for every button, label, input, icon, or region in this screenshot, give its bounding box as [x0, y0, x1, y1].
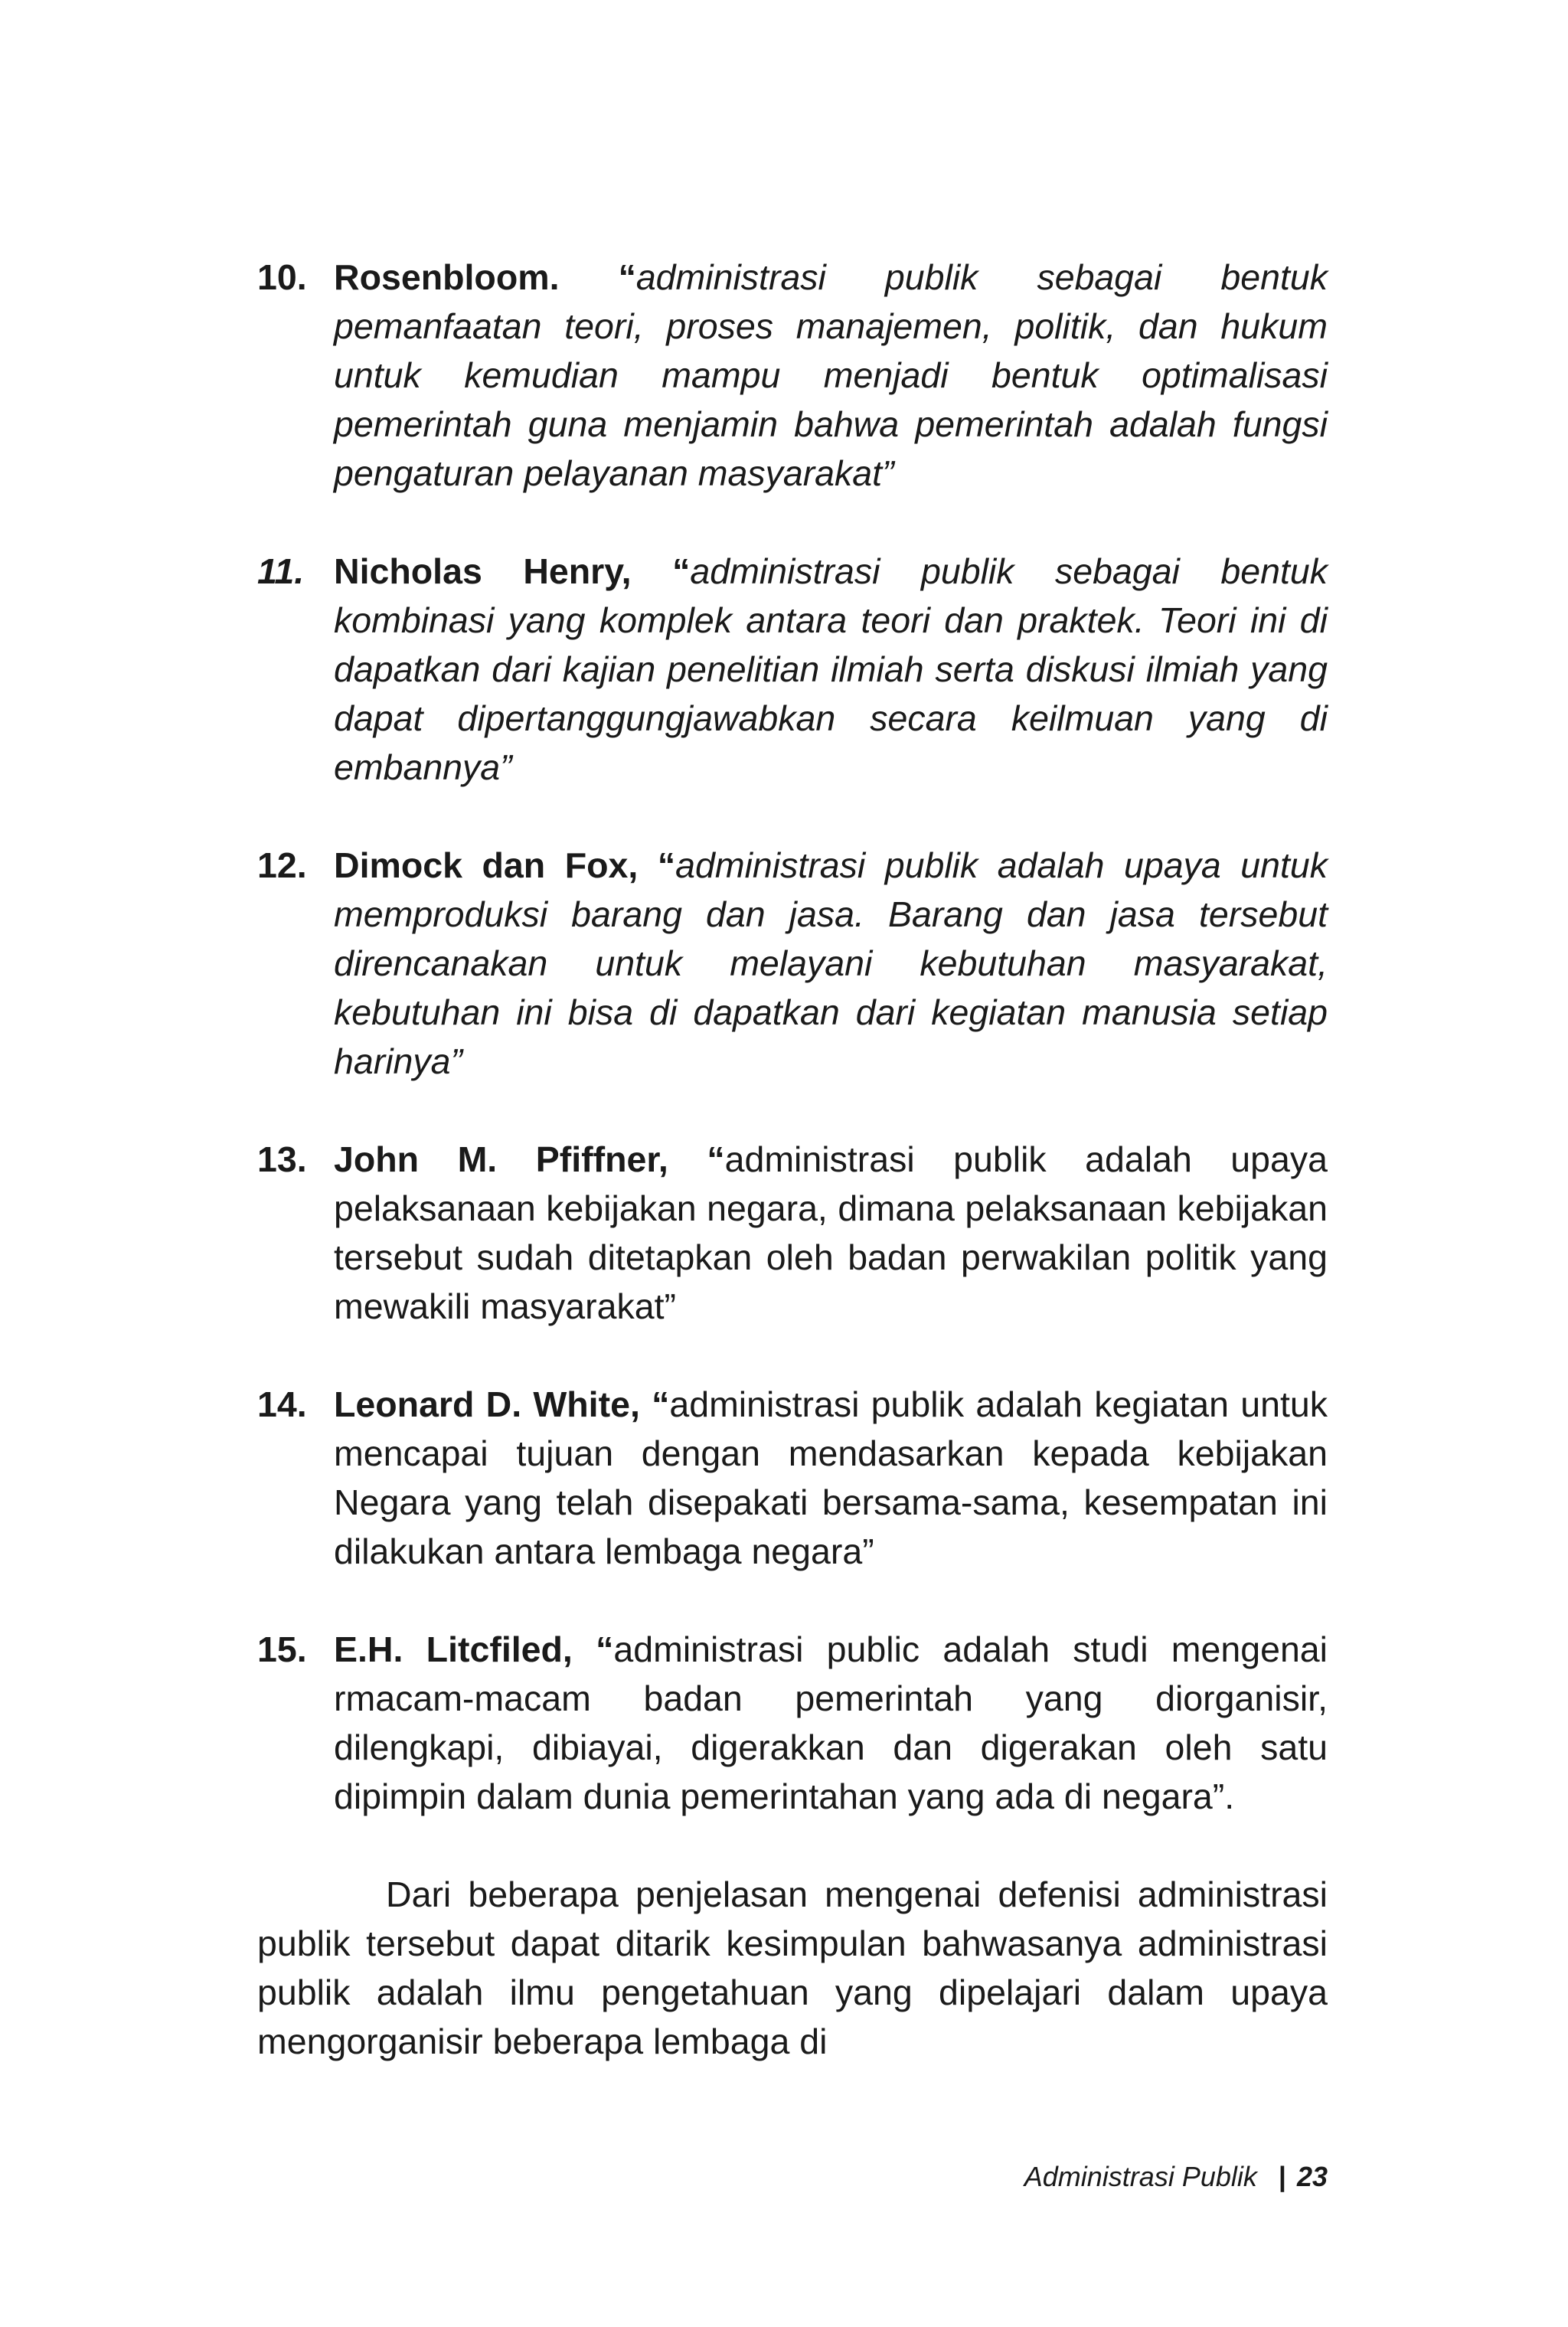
- definition-item-10: [257, 253, 1328, 498]
- item-number: 11.: [257, 551, 305, 591]
- open-quote: “: [596, 1629, 614, 1669]
- item-text: [334, 1625, 1328, 1821]
- item-number: 15.: [257, 1629, 307, 1669]
- item-text: [334, 547, 1328, 792]
- open-quote: “: [618, 257, 636, 297]
- item-text: [334, 841, 1328, 1086]
- definition-quote: administrasi public adalah studi mengenai rmacam-macam badan pemerintah yang diorganisir, dilengkapi, dibiayai, digerakkan dan digerakan oleh satu dipimpin dalam dunia pemerintahan yang ada di negara”.: [334, 1629, 1328, 1816]
- conclusion-paragraph: Dari beberapa penjelasan mengenai defenisi administrasi publik tersebut dapat ditarik kesimpulan bahwasanya administrasi publik adalah ilmu pengetahuan yang dipelajari dalam upaya mengorganisir beberapa lembaga di: [257, 1874, 1328, 2061]
- author-name: Nicholas Henry,: [334, 551, 632, 591]
- item-text: [334, 1135, 1328, 1331]
- page-footer: [1024, 2159, 1328, 2195]
- open-quote: “: [657, 845, 676, 885]
- open-quote: “: [672, 551, 691, 591]
- item-number: 10.: [257, 257, 307, 297]
- item-number: 13.: [257, 1139, 307, 1179]
- author-name: Dimock dan Fox,: [334, 845, 639, 885]
- definition-item-14: [257, 1380, 1328, 1576]
- book-title: Administrasi Publik: [1024, 2161, 1257, 2192]
- author-name: Rosenbloom.: [334, 257, 560, 297]
- item-number: 14.: [257, 1384, 307, 1424]
- footer-separator: |: [1278, 2161, 1286, 2192]
- definition-item-12: [257, 841, 1328, 1086]
- item-number: 12.: [257, 845, 307, 885]
- author-name: E.H. Litcfiled,: [334, 1629, 573, 1669]
- definition-item-13: [257, 1135, 1328, 1331]
- definition-quote: administrasi publik sebagai bentuk pemanfaatan teori, proses manajemen, politik, dan hukum untuk kemudian mampu menjadi bentuk optimalisasi pemerintah guna menjamin bahwa pemerintah adalah fungsi pengaturan pelayanan masyarakat”: [334, 257, 1328, 493]
- open-quote: “: [707, 1139, 725, 1179]
- definition-quote: administrasi publik adalah upaya untuk memproduksi barang dan jasa. Barang dan jasa tersebut direncanakan untuk melayani kebutuhan masyarakat, kebutuhan ini bisa di dapatkan dari kegiatan manusia setiap harinya”: [334, 845, 1328, 1081]
- definition-quote: administrasi publik adalah kegiatan untuk mencapai tujuan dengan mendasarkan kepada kebijakan Negara yang telah disepakati bersama-sama, kesempatan ini dilakukan antara lembaga negara”: [334, 1384, 1328, 1571]
- definition-item-11: [257, 547, 1328, 792]
- author-name: Leonard D. White,: [334, 1384, 640, 1424]
- item-text: [334, 1380, 1328, 1576]
- item-text: [334, 253, 1328, 498]
- page-number: 23: [1296, 2161, 1328, 2192]
- definition-item-15: [257, 1625, 1328, 1821]
- definition-quote: administrasi publik adalah upaya pelaksanaan kebijakan negara, dimana pelaksanaan kebijakan tersebut sudah ditetapkan oleh badan perwakilan politik yang mewakili masyarakat”: [334, 1139, 1328, 1326]
- page-content: [257, 253, 1328, 2102]
- author-name: John M. Pfiffner,: [334, 1139, 668, 1179]
- open-quote: “: [652, 1384, 670, 1424]
- definition-quote: administrasi publik sebagai bentuk kombinasi yang komplek antara teori dan praktek. Teori ini di dapatkan dari kajian penelitian ilmiah serta diskusi ilmiah yang dapat dipertanggungjawabkan secara keilmuan yang di embannya”: [334, 551, 1328, 787]
